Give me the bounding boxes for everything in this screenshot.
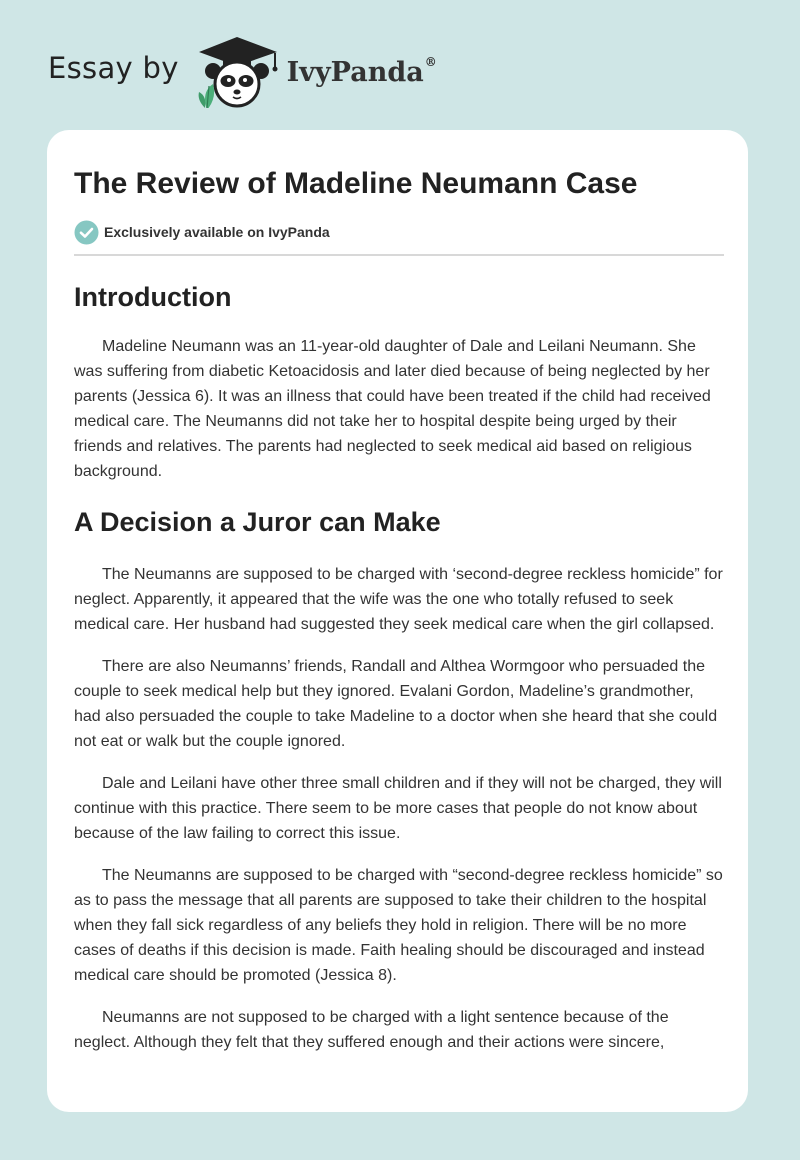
check-circle-icon	[74, 220, 99, 245]
registered-mark: ®	[424, 54, 437, 69]
paragraph: Dale and Leilani have other three small children and if they will not be charged, they will continue with this practice. There seem to be more cases that people do not know about because of the law failing to correct this issue.	[74, 775, 722, 842]
title-divider	[74, 254, 724, 256]
brand-prefix: Essay by	[48, 51, 179, 85]
paragraph: The Neumanns are supposed to be charged with “second-degree reckless homicide” so as to pass the message that all parents are supposed to take their children to the hospital when they fall sick regardless of any beliefs they hold in religion. There will be no more cases of deaths if this decision is made. Faith healing should be discouraged and instead medical care should be promoted (Jessica 8).	[74, 867, 723, 984]
paragraph: Madeline Neumann was an 11-year-old daughter of Dale and Leilani Neumann. She was suffering from diabetic Ketoacidosis and later died because of being neglected by her parents (Jessica 6). It was an illness that could have been treated if the child had received medical care. The Neumanns did not take her to hospital despite being urged by their friends and relatives. The parents had neglected to seek medical aid based on religious background.	[74, 338, 711, 480]
section-heading: Introduction	[74, 282, 232, 312]
exclusive-badge-text: Exclusively available on IvyPanda	[104, 224, 330, 240]
exclusive-badge	[74, 219, 724, 245]
paragraph: Neumanns are not supposed to be charged with a light sentence because of the neglect. Although they felt that they suffered enough and their actions were sincere,	[74, 1009, 669, 1051]
brand-name: IvyPanda®	[286, 54, 437, 88]
section-decision	[74, 505, 724, 1055]
section-heading: A Decision a Juror can Make	[74, 507, 441, 537]
paragraph: There are also Neumanns’ friends, Randall and Althea Wormgoor who persuaded the couple to seek medical help but they ignored. Evalani Gordon, Madeline’s grandmother, had also persuaded the couple to take Madeline to a doctor when she heard that she could not eat or walk but the couple ignored.	[74, 658, 718, 750]
graduate-panda-icon	[193, 34, 285, 108]
site-brand[interactable]	[48, 34, 437, 108]
paragraph: The Neumanns are supposed to be charged with ‘second-degree reckless homicide” for neglect. Apparently, it appeared that the wife was the one who totally refused to seek medical care. Her husband had suggested they seek medical care when the girl collapsed.	[74, 566, 723, 633]
section-introduction	[74, 280, 724, 484]
essay-card	[47, 130, 748, 1112]
page-title: The Review of Madeline Neumann Case	[74, 167, 638, 200]
